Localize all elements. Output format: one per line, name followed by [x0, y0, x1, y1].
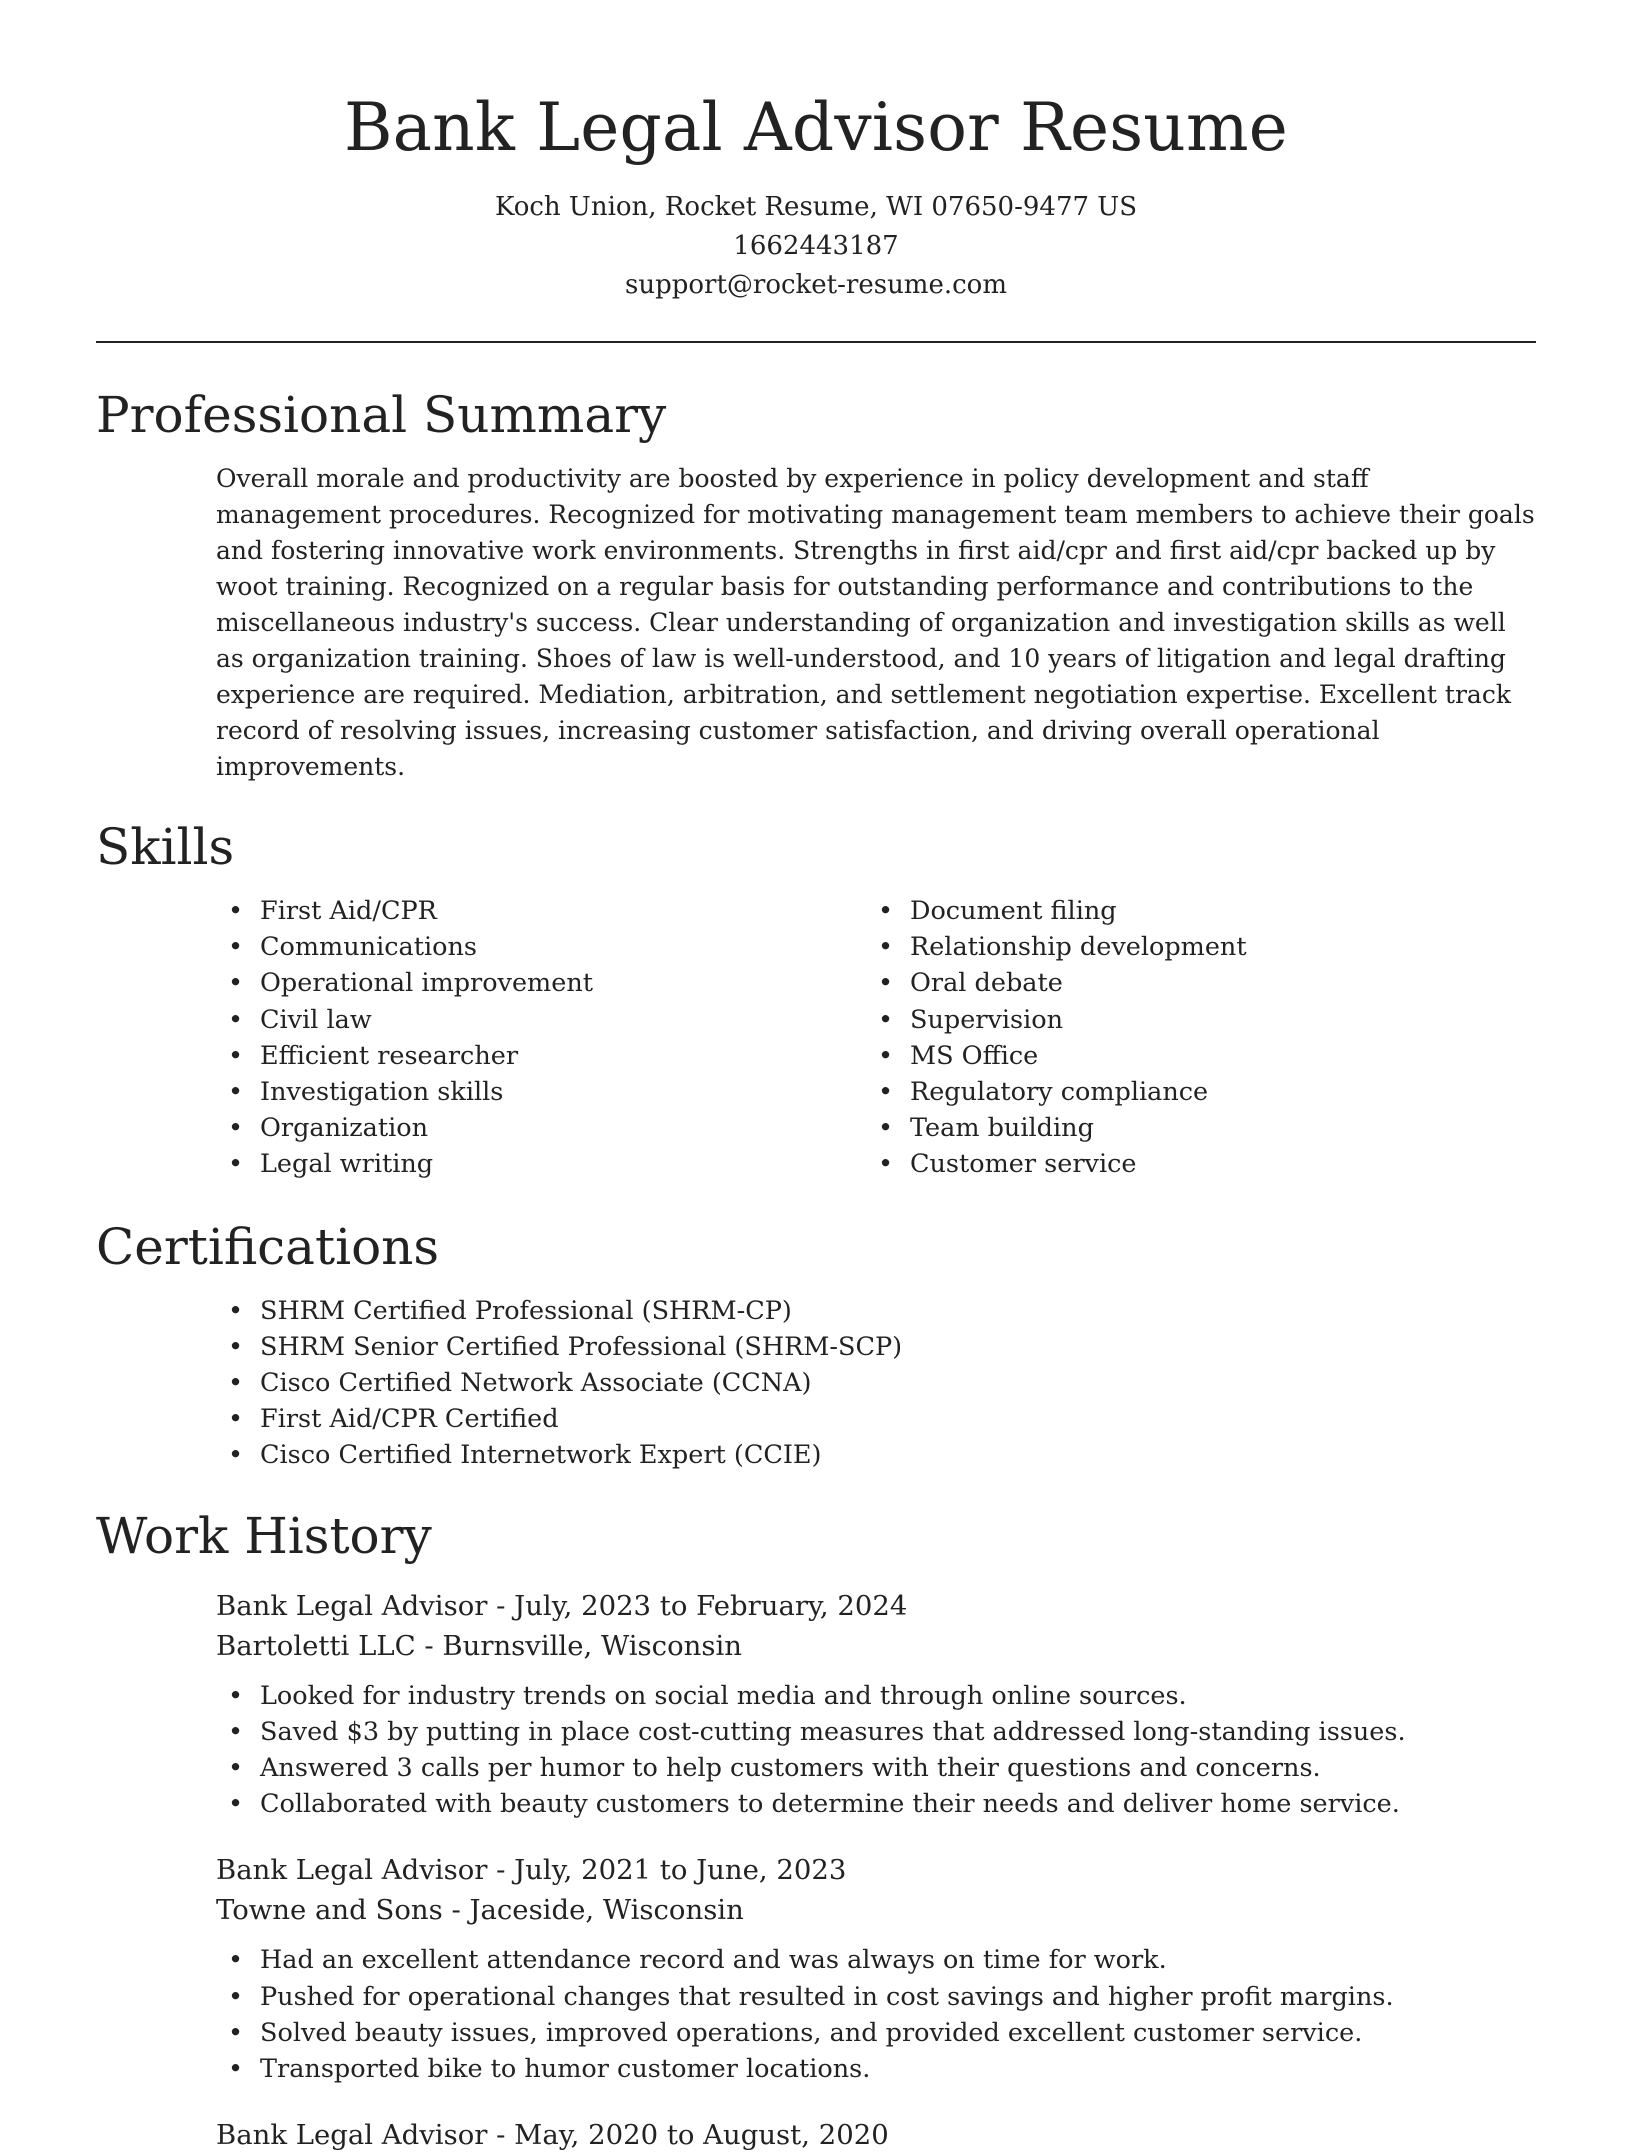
skill-item: • Supervision: [866, 1002, 1516, 1038]
resume-header: [0, 0, 1632, 305]
certification-item: • First Aid/CPR Certified: [216, 1401, 1536, 1437]
job-entry: [216, 1850, 1536, 2087]
certification-item: • Cisco Certified Network Associate (CCNA): [216, 1365, 1536, 1401]
job-bullet: • Transported bike to humor customer locations.: [216, 2051, 1536, 2087]
skill-item: • Relationship development: [866, 929, 1516, 965]
job-title-line: Bank Legal Advisor - July, 2023 to February, 2024: [216, 1589, 908, 1622]
skill-item: • Investigation skills: [216, 1074, 866, 1110]
certification-item: • Cisco Certified Internetwork Expert (CCIE): [216, 1437, 1536, 1473]
skill-item: • Customer service: [866, 1146, 1516, 1182]
job-entry: [216, 2115, 1536, 2155]
skills-section: [96, 815, 1536, 1183]
contact-phone: 1662443187: [733, 231, 899, 261]
job-bullet: • Pushed for operational changes that resulted in cost savings and higher profit margins.: [216, 1979, 1536, 2015]
skills-list-left: [216, 893, 866, 1183]
job-bullet: • Had an excellent attendance record and was always on time for work.: [216, 1942, 1536, 1978]
contact-block: [0, 188, 1632, 305]
work-history-section: [96, 1504, 1536, 2155]
job-bullet: • Looked for industry trends on social media and through online sources.: [216, 1678, 1536, 1714]
job-bullet: • Collaborated with beauty customers to determine their needs and deliver home service.: [216, 1786, 1536, 1822]
professional-summary-section: [96, 383, 1536, 785]
job-company-line: Bartoletti LLC - Burnsville, Wisconsin: [216, 1629, 742, 1662]
job-bullets: [216, 1942, 1536, 2087]
job-bullet: • Saved $3 by putting in place cost-cutting measures that addressed long-standing issues.: [216, 1714, 1536, 1750]
skill-item: • Document filing: [866, 893, 1516, 929]
skill-item: • Efficient researcher: [216, 1038, 866, 1074]
skills-list-right: [866, 893, 1516, 1183]
certifications-section: [96, 1215, 1536, 1474]
summary-text: Overall morale and productivity are boosted by experience in policy development and staff management procedures. Recognized for motivating management team members to achieve their goals and fostering innovative work environments. Strengths in first aid/cpr and first aid/cpr backed up by woot training. Recognized on a regular basis for outstanding performance and contributions to the miscellaneous industry's success. Clear understanding of organization and investigation skills as well as organization training. Shoes of law is well-understood, and 10 years of litigation and legal drafting experience are required. Mediation, arbitration, and settlement negotiation expertise. Excellent track record of resolving issues, increasing customer satisfaction, and driving overall operational improvements.: [216, 464, 1535, 781]
contact-address: Koch Union, Rocket Resume, WI 07650-9477 US: [494, 192, 1138, 222]
skill-item: • Oral debate: [866, 965, 1516, 1001]
skill-item: • Regulatory compliance: [866, 1074, 1516, 1110]
header-divider: [96, 341, 1536, 343]
section-heading-certifications: Certifications: [96, 1217, 440, 1276]
skill-item: • MS Office: [866, 1038, 1516, 1074]
job-title-line: Bank Legal Advisor - May, 2020 to August, 2020: [216, 2119, 889, 2152]
skill-item: • Legal writing: [216, 1146, 866, 1182]
job-company-line: Towne and Sons - Jaceside, Wisconsin: [216, 1894, 744, 1927]
skill-item: • First Aid/CPR: [216, 893, 866, 929]
job-title-line: Bank Legal Advisor - July, 2021 to June, 2023: [216, 1854, 847, 1887]
job-bullet: • Answered 3 calls per humor to help customers with their questions and concerns.: [216, 1750, 1536, 1786]
certifications-list: [216, 1293, 1536, 1474]
contact-email: support@rocket-resume.com: [624, 270, 1007, 300]
resume-title: Bank Legal Advisor Resume: [343, 89, 1289, 166]
job-bullets: [216, 1678, 1536, 1823]
skill-item: • Team building: [866, 1110, 1516, 1146]
skill-item: • Operational improvement: [216, 965, 866, 1001]
certification-item: • SHRM Certified Professional (SHRM-CP): [216, 1293, 1536, 1329]
section-heading-work-history: Work History: [96, 1506, 432, 1565]
section-heading-summary: Professional Summary: [96, 386, 667, 444]
skill-item: • Organization: [216, 1110, 866, 1146]
skill-item: • Communications: [216, 929, 866, 965]
skill-item: • Civil law: [216, 1002, 866, 1038]
section-heading-skills: Skills: [96, 818, 235, 876]
job-bullet: • Solved beauty issues, improved operations, and provided excellent customer service.: [216, 2015, 1536, 2051]
certification-item: • SHRM Senior Certified Professional (SHRM-SCP): [216, 1329, 1536, 1365]
job-entry: [216, 1586, 1536, 1823]
